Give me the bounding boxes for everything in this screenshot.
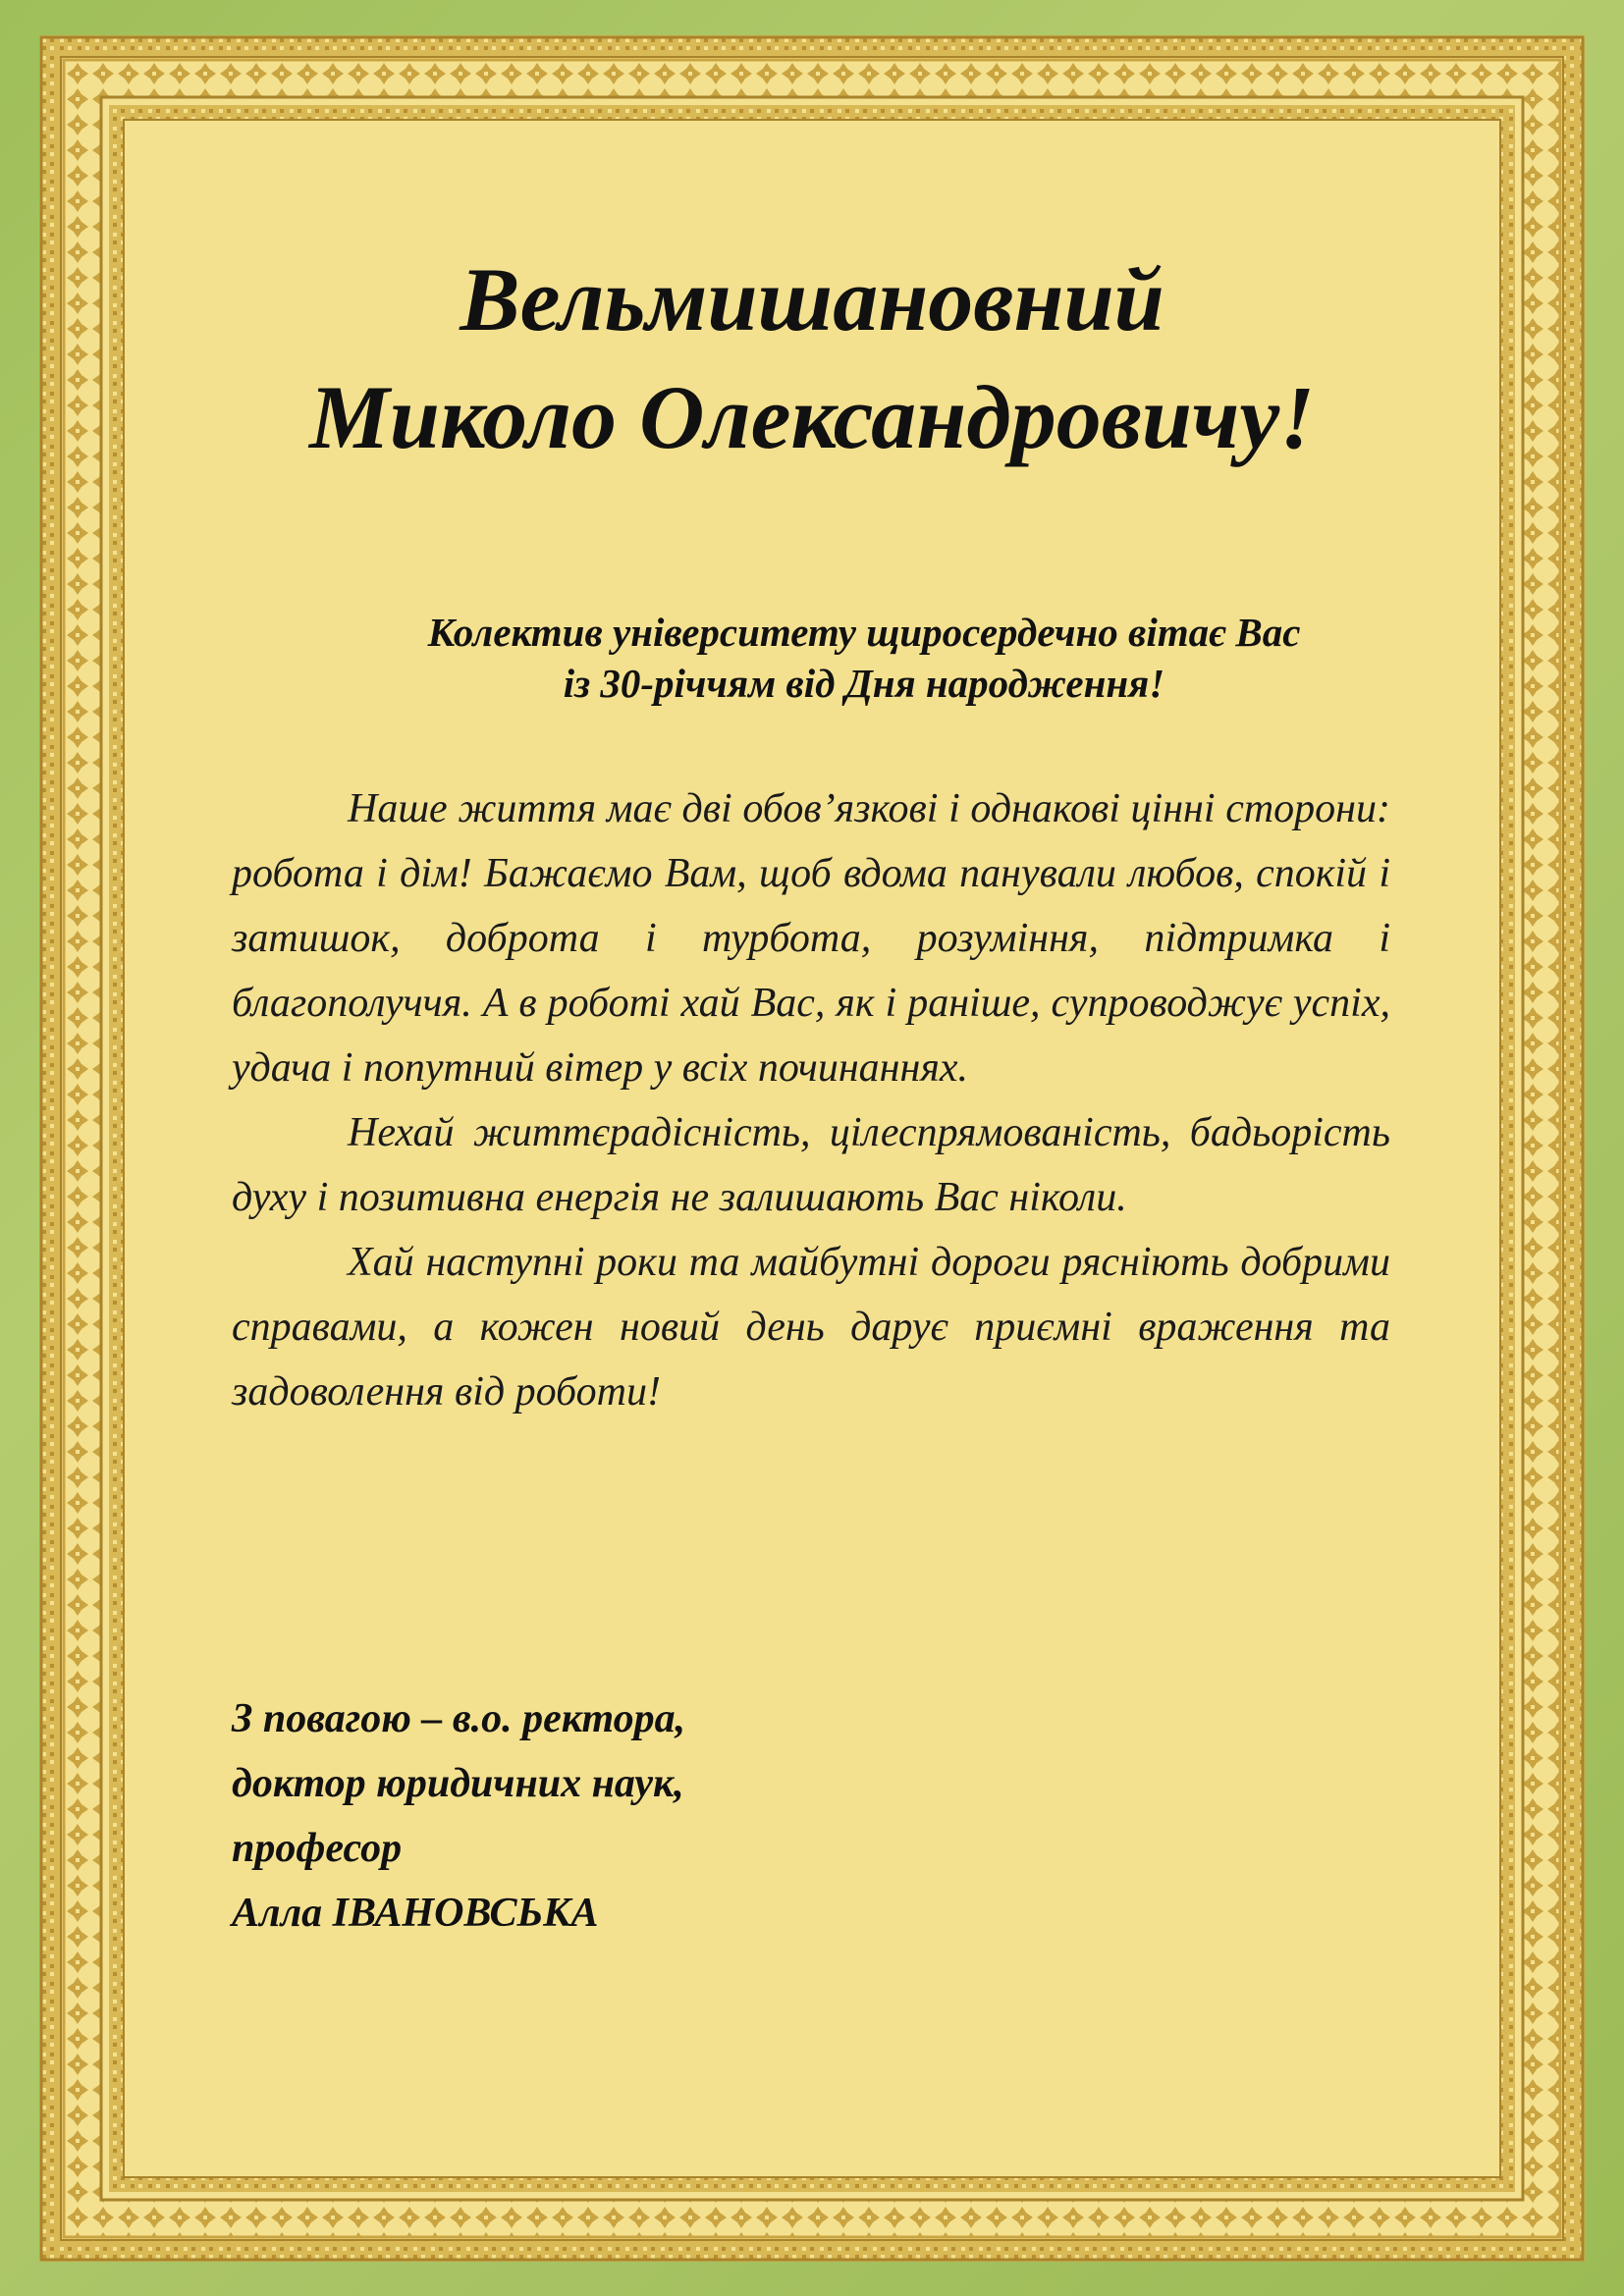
greeting-line-2: із 30-річчям від Дня народження! [563, 661, 1165, 706]
paragraph: Нехай життєрадісність, цілеспрямованість, бадьорість духу і позитивна енергія не залишають Вас ніколи. [232, 1110, 1390, 1220]
signature-block [232, 1686, 1115, 1946]
letter-body [232, 776, 1390, 1424]
title-line-2: Миколо Олександровичу! [309, 367, 1315, 467]
signature-line-1: З повагою – в.о. ректора, [232, 1696, 686, 1741]
paragraph: Наше життя має дві обов’язкові і однакові цінні сторони: робота і дім! Бажаємо Вам, щоб вдома панували любов, спокій і затишок, доброта і турбота, розуміння, підтримка і благополуччя. А в роботі хай Вас, як і раніше, супроводжує успіх, удача і попутний вітер у всіх починаннях. [232, 786, 1390, 1091]
letter-content [39, 35, 1585, 2262]
greeting-line-1: Колектив університету щиросердечно вітає Вас [427, 610, 1301, 655]
signature-line-3: професор [232, 1826, 403, 1871]
title-line-1: Вельмишановний [460, 249, 1164, 349]
signature-line-2: доктор юридичних наук, [232, 1761, 684, 1806]
certificate-sheet [39, 35, 1585, 2262]
signature-name: Алла ІВАНОВСЬКА [232, 1891, 599, 1936]
paragraph: Хай наступні роки та майбутні дороги рясніють добрими справами, а кожен новий день дарує приємні враження та задоволення від роботи! [232, 1240, 1390, 1415]
